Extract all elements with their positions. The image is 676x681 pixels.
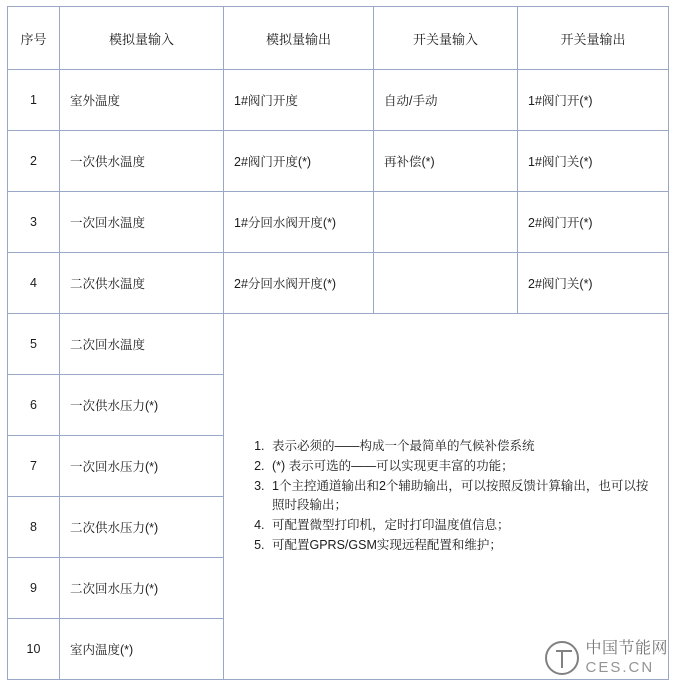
list-item: 1. 表示必须的——构成一个最简单的气候补偿系统 <box>268 437 650 456</box>
cell-analog-output: 2#阀门开度(*) <box>224 131 374 192</box>
cell-analog-output: 2#分回水阀开度(*) <box>224 253 374 314</box>
row-index: 3 <box>8 192 60 253</box>
row-index: 5 <box>8 314 60 375</box>
row-index: 7 <box>8 436 60 497</box>
cell-analog-input: 二次供水温度 <box>60 253 224 314</box>
list-item: 3. 1个主控通道输出和2个辅助输出，可以按照反馈计算输出，也可以按照时段输出； <box>268 477 650 515</box>
table-header-row <box>8 7 669 70</box>
column-header-analog-output: 模拟量输出 <box>224 7 374 70</box>
row-index: 8 <box>8 497 60 558</box>
cell-analog-input: 二次回水压力(*) <box>60 558 224 619</box>
cell-digital-input: 自动/手动 <box>374 70 518 131</box>
notes-cell <box>224 314 669 680</box>
watermark-title: 中国节能网 <box>585 640 668 657</box>
notes-box <box>234 427 658 566</box>
table-row <box>8 253 669 314</box>
watermark-text <box>585 641 668 675</box>
column-header-digital-output: 开关量输出 <box>518 7 669 70</box>
cell-digital-input <box>374 253 518 314</box>
cell-analog-input: 二次回水温度 <box>60 314 224 375</box>
row-index: 9 <box>8 558 60 619</box>
table-row <box>8 70 669 131</box>
row-index: 4 <box>8 253 60 314</box>
cell-analog-input: 一次回水温度 <box>60 192 224 253</box>
cell-analog-input: 一次供水压力(*) <box>60 375 224 436</box>
cell-analog-output: 1#分回水阀开度(*) <box>224 192 374 253</box>
table-row <box>8 192 669 253</box>
row-index: 2 <box>8 131 60 192</box>
cell-analog-input: 一次回水压力(*) <box>60 436 224 497</box>
list-item: 4. 可配置微型打印机，定时打印温度值信息； <box>268 516 650 535</box>
cell-digital-input: 再补偿(*) <box>374 131 518 192</box>
cell-analog-input: 室内温度(*) <box>60 619 224 680</box>
ces-logo-icon <box>545 641 579 675</box>
cell-analog-input: 室外温度 <box>60 70 224 131</box>
notes-list <box>238 437 650 555</box>
row-index: 1 <box>8 70 60 131</box>
specification-table <box>7 6 669 680</box>
cell-digital-output: 1#阀门关(*) <box>518 131 669 192</box>
row-index: 10 <box>8 619 60 680</box>
cell-digital-output: 1#阀门开(*) <box>518 70 669 131</box>
table-row <box>8 314 669 375</box>
cell-analog-input: 二次供水压力(*) <box>60 497 224 558</box>
cell-digital-output: 2#阀门关(*) <box>518 253 669 314</box>
cell-analog-output: 1#阀门开度 <box>224 70 374 131</box>
cell-analog-input: 一次供水温度 <box>60 131 224 192</box>
row-index: 6 <box>8 375 60 436</box>
cell-digital-input <box>374 192 518 253</box>
list-item: 2. (*) 表示可选的——可以实现更丰富的功能； <box>268 457 650 476</box>
table-row <box>8 131 669 192</box>
column-header-index: 序号 <box>8 7 60 70</box>
watermark-subtitle: CES.CN <box>585 659 655 676</box>
column-header-analog-input: 模拟量输入 <box>60 7 224 70</box>
watermark <box>545 641 668 675</box>
column-header-digital-input: 开关量输入 <box>374 7 518 70</box>
list-item: 5. 可配置GPRS/GSM实现远程配置和维护； <box>268 536 650 555</box>
cell-digital-output: 2#阀门开(*) <box>518 192 669 253</box>
